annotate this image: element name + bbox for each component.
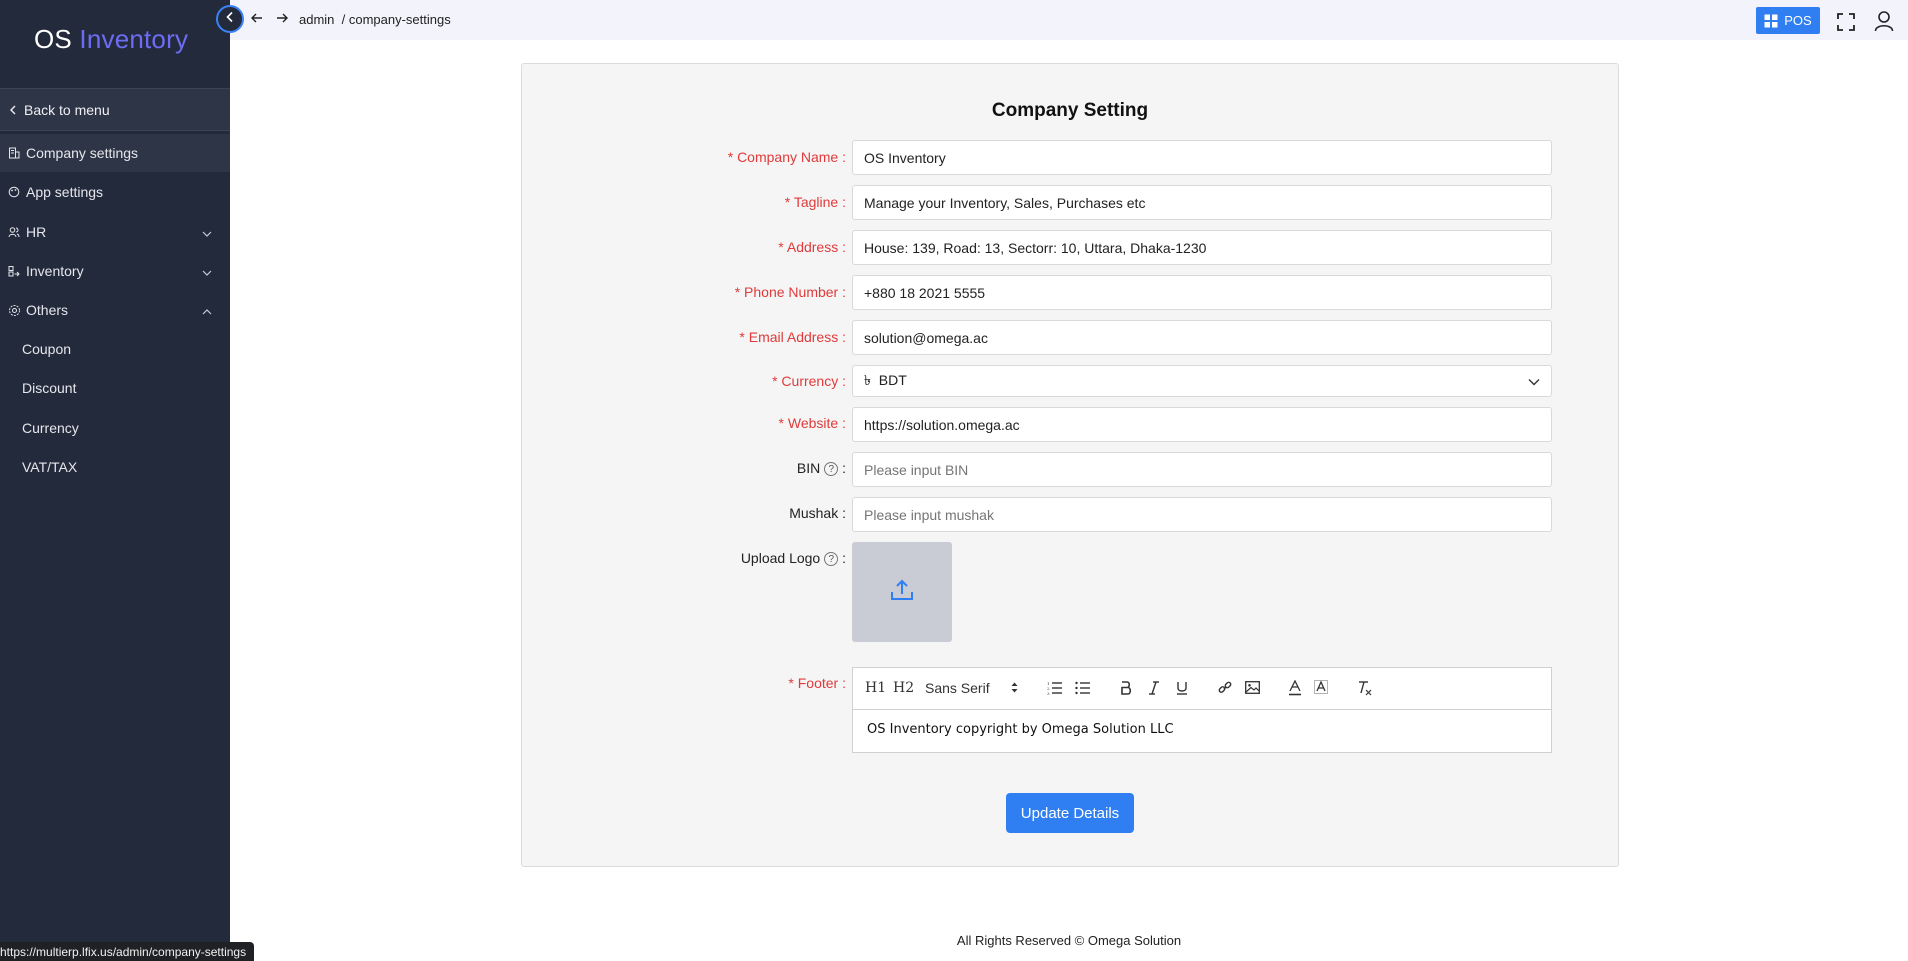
editor-content[interactable]: OS Inventory copyright by Omega Solution LLC <box>867 722 1174 737</box>
svg-text:3: 3 <box>1047 691 1050 695</box>
gear-icon <box>6 302 22 318</box>
underline-icon[interactable] <box>1176 681 1188 699</box>
heading-2-button[interactable]: H2 <box>893 680 915 696</box>
back-arrow-icon[interactable] <box>250 11 264 30</box>
currency-selected-value <box>864 369 907 393</box>
pos-button[interactable] <box>1756 7 1820 34</box>
sidebar-item-hr[interactable] <box>0 213 230 251</box>
grid-icon <box>1764 14 1778 28</box>
currency-label: * Currency : <box>772 373 846 389</box>
fullscreen-icon[interactable] <box>1836 12 1856 37</box>
upload-icon <box>889 577 915 608</box>
heading-1-button[interactable]: H1 <box>865 680 887 696</box>
mushak-label: Mushak : <box>789 505 846 521</box>
users-icon <box>6 224 22 240</box>
chevron-down-icon <box>202 225 212 241</box>
bullet-list-icon[interactable] <box>1075 681 1091 699</box>
page-footer: All Rights Reserved © Omega Solution <box>956 933 1182 948</box>
ordered-list-icon[interactable] <box>1047 681 1063 699</box>
image-icon[interactable] <box>1245 681 1260 698</box>
chevron-left-icon <box>224 10 236 28</box>
website-label: * Website : <box>778 415 846 431</box>
status-bar-url: https://multierp.lfix.us/admin/company-settings <box>0 942 254 961</box>
logo-text-primary: OS <box>34 24 72 54</box>
chevron-down-icon <box>202 264 212 280</box>
sidebar-subitem-vat-tax[interactable]: VAT/TAX <box>22 459 78 475</box>
sidebar-item-inventory[interactable] <box>0 252 230 290</box>
font-family-value: Sans Serif <box>925 680 990 696</box>
svg-text:2: 2 <box>1047 686 1050 691</box>
phone-number-input[interactable] <box>852 275 1552 310</box>
sidebar-subitem-discount[interactable]: Discount <box>22 380 77 396</box>
inventory-icon <box>6 263 22 279</box>
bold-icon[interactable] <box>1120 681 1132 699</box>
footer-label: * Footer : <box>788 675 846 691</box>
user-icon[interactable] <box>1874 10 1894 37</box>
sidebar-collapse-button[interactable] <box>216 5 244 33</box>
page-title: Company Setting <box>991 100 1149 121</box>
sort-arrows-icon <box>1011 680 1018 696</box>
sidebar-item-label: Company settings <box>26 145 139 161</box>
app-logo[interactable] <box>34 24 188 55</box>
chevron-down-icon <box>1528 373 1540 389</box>
address-input[interactable] <box>852 230 1552 265</box>
sidebar-item-app-settings[interactable] <box>0 173 230 211</box>
update-details-button[interactable]: Update Details <box>1006 793 1134 833</box>
sidebar-item-label: Others <box>26 302 69 318</box>
sidebar-item-label: App settings <box>26 184 104 200</box>
editor-toolbar <box>853 668 1551 710</box>
top-bar <box>230 0 1908 40</box>
logo-text-accent: Inventory <box>79 24 189 54</box>
email-address-input[interactable] <box>852 320 1552 355</box>
upload-logo-dropzone[interactable] <box>852 542 952 642</box>
help-icon[interactable]: ? <box>824 552 838 566</box>
email-address-label: * Email Address : <box>739 329 846 345</box>
forward-arrow-icon[interactable] <box>275 11 289 30</box>
background-color-icon[interactable] <box>1314 680 1328 700</box>
svg-text:1: 1 <box>1047 681 1050 686</box>
sidebar-subitem-currency[interactable]: Currency <box>22 420 79 436</box>
tagline-label: * Tagline : <box>784 194 846 210</box>
company-settings-card <box>521 63 1619 867</box>
footer-rich-text-editor[interactable] <box>852 667 1552 753</box>
website-input[interactable] <box>852 407 1552 442</box>
company-name-input[interactable] <box>852 140 1552 175</box>
text-color-icon[interactable] <box>1288 680 1302 700</box>
link-icon[interactable] <box>1218 681 1232 699</box>
italic-icon[interactable] <box>1149 681 1159 699</box>
currency-select[interactable] <box>852 365 1552 397</box>
tagline-input[interactable] <box>852 185 1552 220</box>
currency-symbol: ৳ <box>864 372 871 388</box>
sidebar-item-label: Inventory <box>26 263 84 279</box>
address-label: * Address : <box>778 239 846 255</box>
breadcrumb: admin / company-settings <box>299 12 451 27</box>
palette-icon <box>6 184 22 200</box>
sidebar-subitem-coupon[interactable]: Coupon <box>22 341 72 357</box>
help-icon[interactable]: ? <box>824 462 838 476</box>
company-name-label: * Company Name : <box>727 149 846 165</box>
phone-number-label: * Phone Number : <box>734 284 846 300</box>
back-to-menu-button[interactable] <box>0 88 230 131</box>
clear-format-icon[interactable] <box>1357 680 1372 700</box>
pos-label: POS <box>1784 13 1812 28</box>
upload-logo-label: Upload Logo ? : <box>740 550 846 566</box>
chevron-up-icon <box>202 303 212 319</box>
sidebar <box>0 0 230 961</box>
font-family-select[interactable] <box>925 680 1018 696</box>
sidebar-item-others[interactable] <box>0 291 230 329</box>
sidebar-item-label: HR <box>26 224 47 240</box>
sidebar-item-company-settings[interactable] <box>0 134 230 172</box>
back-to-menu-label: Back to menu <box>24 101 110 118</box>
building-icon <box>6 145 22 161</box>
chevron-left-icon <box>8 102 18 118</box>
mushak-input[interactable] <box>852 497 1552 532</box>
bin-label: BIN ? : <box>796 460 846 476</box>
bin-input[interactable] <box>852 452 1552 487</box>
currency-code: BDT <box>878 372 907 388</box>
